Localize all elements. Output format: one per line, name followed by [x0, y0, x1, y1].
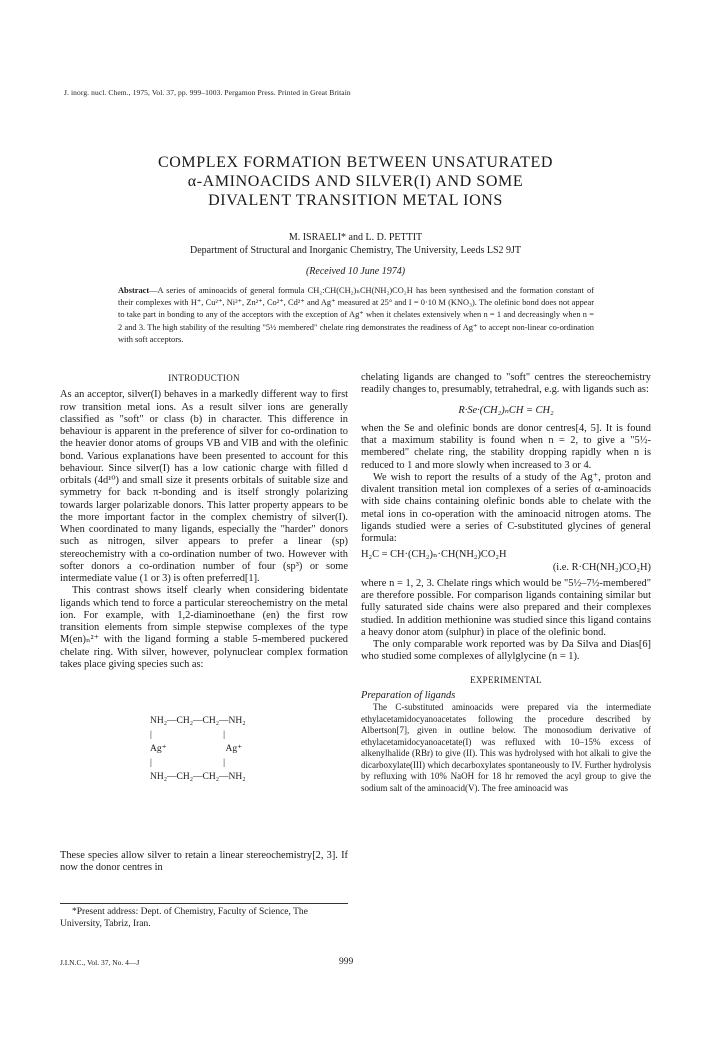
- structure-bond-2: | |: [150, 758, 226, 768]
- abstract-label: Abstract: [118, 286, 150, 295]
- preparation-subheading: Preparation of ligands: [361, 689, 456, 701]
- structure-bond-1: | |: [150, 730, 226, 740]
- title-line-3: DIVALENT TRANSITION METAL IONS: [208, 192, 503, 209]
- authors: M. ISRAELI* and L. D. PETTIT: [288, 232, 423, 243]
- right-paragraph-3: We wish to report the results of a study of the Ag⁺, proton and divalent transition metal ion complexes of a series of α-aminoacids with side chains containing olefinic bonds able to chelate with the metal ions in co-operation with the aminoacid nitrogen atoms. The ligands studied were a series of C-substituted glycines of general formula:: [361, 471, 651, 544]
- right-paragraph-5: The only comparable work reported was by Da Silva and Dias[6] who studied some complexes of allylglycine (n = 1).: [361, 639, 651, 663]
- structure-silver-ions: Ag⁺ Ag⁺: [150, 744, 243, 754]
- journal-citation: J. inorg. nucl. Chem., 1975, Vol. 37, pp. 999–1003. Pergamon Press. Printed in Great Britain: [64, 88, 351, 97]
- abstract-text: —A series of aminoacids of general formula CH₂:CH(CH₂)ₙCH(NH₂)CO₂H has been synthesised and the formation constant of their complexes with H⁺, Cu²⁺, Ni²⁺, Zn²⁺, Co²⁺, Cd²⁺ and Ag⁺ measured at 25° and I = 0·10 M (KNO₃). The olefinic bond does not appear to take part in bonding to any of the acceptors with the exception of Ag⁺ when it chelates extensively when n = 1 and decreasingly when n = 2 and 3. The high stability of the resulting "5½ membered" chelate ring demonstrates the readiness of Ag⁺ to accept non-linear co-ordination with soft acceptors.: [118, 286, 594, 344]
- structure-bottom-chain: NH₂—CH₂—CH₂—NH₂: [150, 772, 246, 782]
- right-paragraph-6: The C-substituted aminoacids were prepared via the intermediate ethylacetamidocyanoacetates following the procedure described by Albertson[7], given in outline below. The monosodium derivative of ethylacetamidocyanoacetate(I) was refluxed with 10–15% excess of alkenylhalide (RBr) to give (II). This was hydrolysed with hot alkali to give the dicarboxylate(III) which decarboxylates spontaneously to IV. Further hydrolysis by refluxing with 10% NaOH for 18 hr removed the acyl group to give the sodium salt of the aminoacid(V). The free aminoacid was: [361, 702, 651, 793]
- footnote-divider: [60, 903, 348, 904]
- right-column: [361, 372, 651, 794]
- title-line-1: COMPLEX FORMATION BETWEEN UNSATURATED: [157, 154, 554, 171]
- glycine-general-formula: H₂C = CH·(CH₂)ₙ·CH(NH₂)CO₂H: [361, 549, 507, 561]
- received-date: (Received 10 June 1974): [305, 266, 406, 277]
- left-column: [60, 372, 348, 671]
- right-paragraph-4: where n = 1, 2, 3. Chelate rings which would be "5½–7½-membered" are therefore possible. For comparison ligands containing similar but fully saturated side chains were also prepared and their complexes studied. In addition methionine was studied since this ligand contains a heavy donor atom (sulphur) in place of the olefinic bond.: [361, 577, 651, 638]
- intro-paragraph-3: These species allow silver to retain a linear stereochemistry[2, 3]. If now the donor centres in: [60, 850, 348, 874]
- experimental-heading: EXPERIMENTAL: [470, 674, 542, 685]
- abstract: [118, 285, 594, 346]
- page-number: 999: [339, 957, 354, 967]
- title-line-2: α-AMINOACIDS AND SILVER(I) AND SOME: [187, 173, 524, 190]
- glycine-general-formula-abbrev: (i.e. R·CH(NH₂)CO₂H): [552, 561, 651, 573]
- paper-title: [0, 153, 711, 210]
- intro-paragraph-2: This contrast shows itself clearly when considering bidentate ligands which tend to force a particular stereochemistry on the metal ion. For example, with 1,2-diaminoethane (en) the first row transition elements from simple stepwise complexes of the type M(en)ₙ²⁺ with the ligand forming a stable 5-membered puckered chelate ring. With silver, however, polynuclear complex formation takes place giving species such as:: [60, 585, 348, 670]
- right-paragraph-1: chelating ligands are changed to "soft" centres the stereochemistry readily changes to, presumably, tetrahedral, e.g. with ligands such as:: [361, 372, 651, 396]
- left-column-continued: [60, 850, 348, 875]
- silver-en-structure: [150, 714, 300, 784]
- footer-journal-ref: J.I.N.C., Vol. 37, No. 4—J: [60, 958, 140, 967]
- introduction-heading: INTRODUCTION: [168, 373, 240, 383]
- structure-top-chain: NH₂—CH₂—CH₂—NH₂: [150, 716, 246, 726]
- right-paragraph-2: when the Se and olefinic bonds are donor centres[4, 5]. It is found that a maximum stability is found when n = 2, to give a "5½-membered" chelate ring, the stability dropping rapidly when n is reduced to 1 and more slowly when increased to 3 or 4.: [361, 422, 651, 471]
- intro-paragraph-1: As an acceptor, silver(I) behaves in a markedly different way to first row transition metal ions. As a result silver ions are generally classified as "soft" or class (b) in character. This difference in behaviour is apparent in the preference of silver for co-ordination to the heavier donor atoms of groups VB and VIB and with the olefinic bond. Various explanations have been presented to account for this behaviour. Since silver(I) has a low cationic charge with filled d orbitals (4d¹⁰) and small size it presents orbitals of suitable size and symmetry for back π-bonding and is itself strongly polarizing towards larger polarizable donors. This latter property appears to be the more important factor in the complex chemistry of silver(I). When coordinated to many ligands, especially the "harder" donors such as nitrogen, silver appears to prefer a linear (sp) stereochemistry with a co-ordination number of two. However with softer donors a co-ordination number of four (sp³) or some intermediate value (1 or 3) is often preferred[1].: [60, 389, 348, 584]
- selenium-ligand-formula: R·Se·(CH₂)ₙCH = CH₂: [458, 404, 554, 416]
- footnote: *Present address: Dept. of Chemistry, Faculty of Science, The University, Tabriz, Iran.: [60, 907, 308, 929]
- affiliation: Department of Structural and Inorganic Chemistry, The University, Leeds LS2 9JT: [189, 245, 522, 256]
